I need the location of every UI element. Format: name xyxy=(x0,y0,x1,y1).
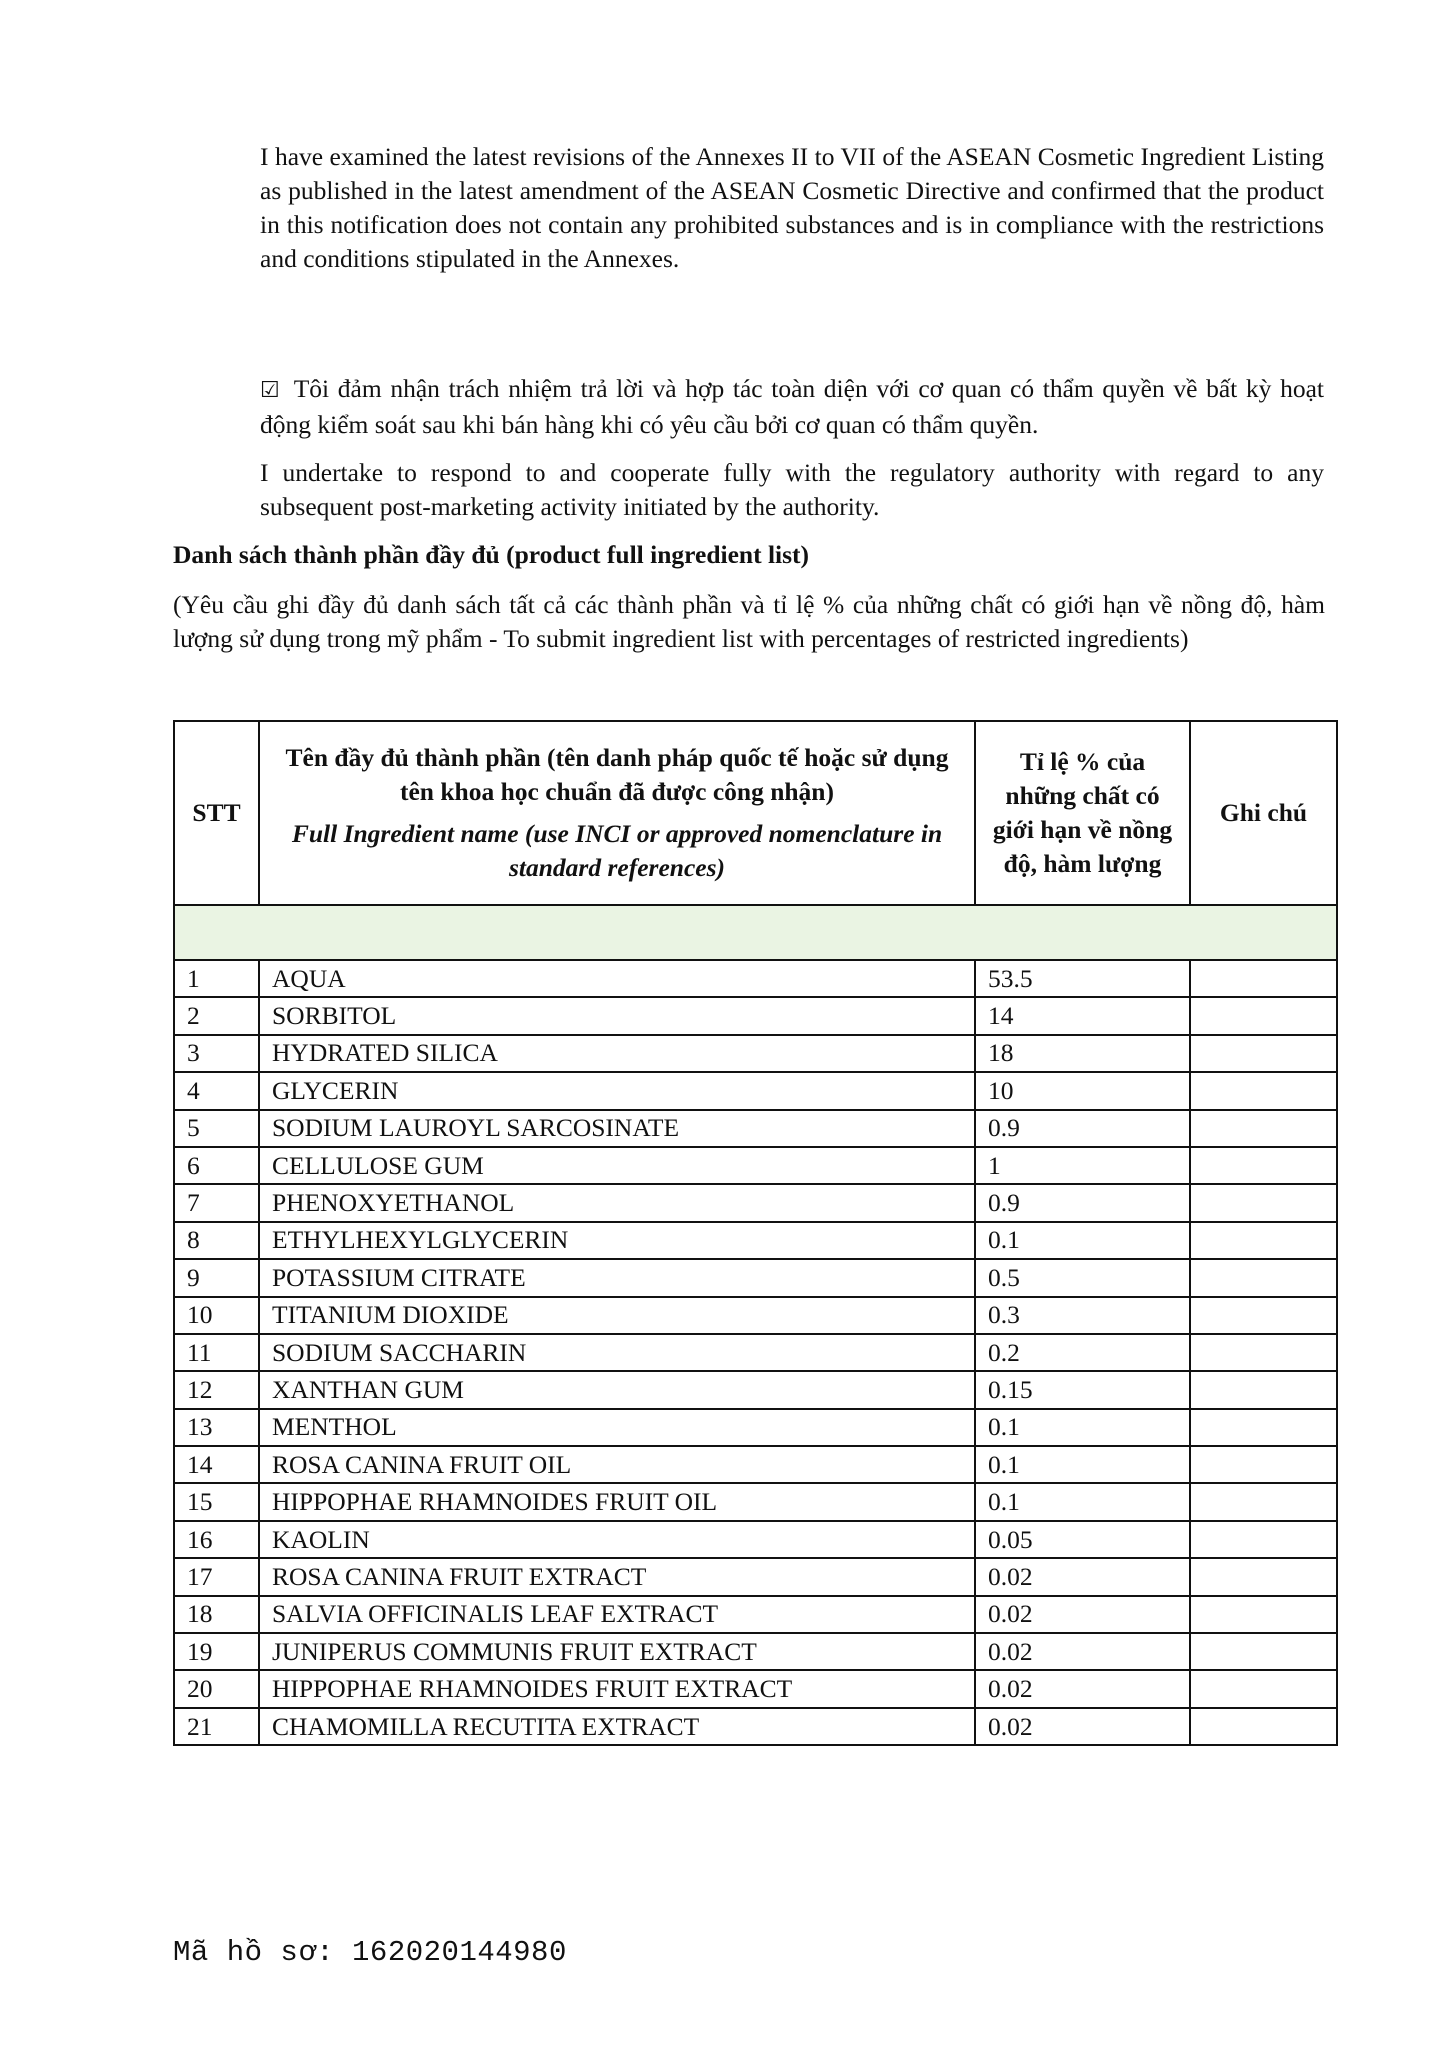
cell-note xyxy=(1190,1483,1337,1520)
cell-percent: 1 xyxy=(975,1147,1190,1184)
cell-stt: 7 xyxy=(174,1184,259,1221)
cell-note xyxy=(1190,1297,1337,1334)
cell-percent: 0.9 xyxy=(975,1184,1190,1221)
table-row xyxy=(174,1334,1337,1371)
cell-percent: 0.02 xyxy=(975,1633,1190,1670)
table-row xyxy=(174,1371,1337,1408)
table-row xyxy=(174,997,1337,1034)
table-row xyxy=(174,1147,1337,1184)
table-row xyxy=(174,1259,1337,1296)
cell-ingredient-name: AQUA xyxy=(259,960,975,997)
table-row xyxy=(174,1222,1337,1259)
cell-percent: 0.1 xyxy=(975,1409,1190,1446)
header-name-en: Full Ingredient name (use INCI or approved nomenclature in standard references) xyxy=(291,819,943,882)
cell-percent: 0.2 xyxy=(975,1334,1190,1371)
cell-ingredient-name: ETHYLHEXYLGLYCERIN xyxy=(259,1222,975,1259)
table-row xyxy=(174,1558,1337,1595)
cell-stt: 15 xyxy=(174,1483,259,1520)
cell-ingredient-name: TITANIUM DIOXIDE xyxy=(259,1297,975,1334)
cell-ingredient-name: CELLULOSE GUM xyxy=(259,1147,975,1184)
cell-note xyxy=(1190,1446,1337,1483)
table-row xyxy=(174,1110,1337,1147)
cell-percent: 0.1 xyxy=(975,1222,1190,1259)
cell-stt: 17 xyxy=(174,1558,259,1595)
cell-ingredient-name: KAOLIN xyxy=(259,1521,975,1558)
cell-ingredient-name: MENTHOL xyxy=(259,1409,975,1446)
declaration-paragraph-en: I have examined the latest revisions of the Annexes II to VII of the ASEAN Cosmetic Ingredient Listing as published in the latest amendment of the ASEAN Cosmetic Directive and confirmed that the product in this notification does not contain any prohibited substances and is in compliance with the restrictions and conditions stipulated in the Annexes. xyxy=(260,142,1324,273)
cell-ingredient-name: HYDRATED SILICA xyxy=(259,1035,975,1072)
cell-stt: 14 xyxy=(174,1446,259,1483)
ingredient-list-note: (Yêu cầu ghi đầy đủ danh sách tất cả các thành phần và tỉ lệ % của những chất có giới hạn về nồng độ, hàm lượng sử dụng trong mỹ phẩm - To submit ingredient list with percentages of restricted ingredients) xyxy=(173,590,1325,653)
cell-stt: 11 xyxy=(174,1334,259,1371)
cell-percent: 0.5 xyxy=(975,1259,1190,1296)
cell-percent: 10 xyxy=(975,1072,1190,1109)
cell-percent: 0.3 xyxy=(975,1297,1190,1334)
cell-percent: 18 xyxy=(975,1035,1190,1072)
table-row xyxy=(174,1483,1337,1520)
cell-stt: 21 xyxy=(174,1708,259,1745)
cell-ingredient-name: CHAMOMILLA RECUTITA EXTRACT xyxy=(259,1708,975,1745)
cell-ingredient-name: GLYCERIN xyxy=(259,1072,975,1109)
cell-percent: 0.05 xyxy=(975,1521,1190,1558)
cell-note xyxy=(1190,960,1337,997)
cell-ingredient-name: ROSA CANINA FRUIT EXTRACT xyxy=(259,1558,975,1595)
cell-ingredient-name: JUNIPERUS COMMUNIS FRUIT EXTRACT xyxy=(259,1633,975,1670)
cell-ingredient-name: XANTHAN GUM xyxy=(259,1371,975,1408)
cell-note xyxy=(1190,1222,1337,1259)
cell-note xyxy=(1190,1521,1337,1558)
cell-note xyxy=(1190,1670,1337,1707)
responsibility-paragraph-en: I undertake to respond to and cooperate fully with the regulatory authority with regard to any subsequent post-marketing activity initiated by the authority. xyxy=(260,458,1324,521)
header-name-vi: Tên đầy đủ thành phần (tên danh pháp quốc tế hoặc sử dụng tên khoa học chuẩn đã được công nhận) xyxy=(285,743,949,806)
cell-stt: 10 xyxy=(174,1297,259,1334)
table-band-cell xyxy=(174,905,1337,960)
table-row xyxy=(174,1670,1337,1707)
checked-checkbox-icon[interactable]: ☑ xyxy=(260,378,280,403)
responsibility-text-vi: Tôi đảm nhận trách nhiệm trả lời và hợp tác toàn diện với cơ quan có thẩm quyền về bất kỳ hoạt động kiểm soát sau khi bán hàng khi có yêu cầu bởi cơ quan có thẩm quyền. xyxy=(260,374,1324,439)
cell-note xyxy=(1190,997,1337,1034)
cell-note xyxy=(1190,1371,1337,1408)
cell-percent: 0.02 xyxy=(975,1670,1190,1707)
cell-ingredient-name: HIPPOPHAE RHAMNOIDES FRUIT OIL xyxy=(259,1483,975,1520)
cell-stt: 12 xyxy=(174,1371,259,1408)
cell-ingredient-name: SODIUM LAUROYL SARCOSINATE xyxy=(259,1110,975,1147)
cell-percent: 0.02 xyxy=(975,1596,1190,1633)
responsibility-paragraph-vi xyxy=(260,372,1324,442)
cell-stt: 6 xyxy=(174,1147,259,1184)
table-row xyxy=(174,1297,1337,1334)
cell-stt: 8 xyxy=(174,1222,259,1259)
cell-percent: 0.02 xyxy=(975,1708,1190,1745)
table-row xyxy=(174,1633,1337,1670)
cell-note xyxy=(1190,1110,1337,1147)
table-row xyxy=(174,1072,1337,1109)
cell-percent: 0.15 xyxy=(975,1371,1190,1408)
ingredient-list-heading: Danh sách thành phần đầy đủ (product full ingredient list) xyxy=(173,540,810,569)
table-row xyxy=(174,1596,1337,1633)
table-row xyxy=(174,1184,1337,1221)
cell-note xyxy=(1190,1334,1337,1371)
cell-ingredient-name: PHENOXYETHANOL xyxy=(259,1184,975,1221)
cell-stt: 9 xyxy=(174,1259,259,1296)
header-ingredient-name xyxy=(259,721,975,905)
cell-stt: 4 xyxy=(174,1072,259,1109)
cell-stt: 3 xyxy=(174,1035,259,1072)
cell-note xyxy=(1190,1072,1337,1109)
header-stt: STT xyxy=(174,721,259,905)
cell-percent: 53.5 xyxy=(975,960,1190,997)
cell-note xyxy=(1190,1708,1337,1745)
cell-note xyxy=(1190,1558,1337,1595)
cell-ingredient-name: SALVIA OFFICINALIS LEAF EXTRACT xyxy=(259,1596,975,1633)
cell-ingredient-name: ROSA CANINA FRUIT OIL xyxy=(259,1446,975,1483)
cell-stt: 5 xyxy=(174,1110,259,1147)
header-note: Ghi chú xyxy=(1190,721,1337,905)
table-header-row xyxy=(174,721,1337,905)
dossier-number: Mã hồ sơ: 162020144980 xyxy=(173,1936,567,1969)
table-row xyxy=(174,960,1337,997)
cell-stt: 1 xyxy=(174,960,259,997)
cell-percent: 14 xyxy=(975,997,1190,1034)
cell-percent: 0.1 xyxy=(975,1446,1190,1483)
cell-note xyxy=(1190,1596,1337,1633)
cell-stt: 2 xyxy=(174,997,259,1034)
table-row xyxy=(174,1521,1337,1558)
cell-percent: 0.1 xyxy=(975,1483,1190,1520)
cell-stt: 18 xyxy=(174,1596,259,1633)
table-band-row xyxy=(174,905,1337,960)
header-percent: Tỉ lệ % của những chất có giới hạn về nồng độ, hàm lượng xyxy=(975,721,1190,905)
cell-stt: 13 xyxy=(174,1409,259,1446)
cell-stt: 19 xyxy=(174,1633,259,1670)
cell-percent: 0.02 xyxy=(975,1558,1190,1595)
table-row xyxy=(174,1708,1337,1745)
table-row xyxy=(174,1035,1337,1072)
cell-note xyxy=(1190,1633,1337,1670)
cell-note xyxy=(1190,1147,1337,1184)
cell-stt: 20 xyxy=(174,1670,259,1707)
table-row xyxy=(174,1446,1337,1483)
cell-percent: 0.9 xyxy=(975,1110,1190,1147)
cell-note xyxy=(1190,1035,1337,1072)
cell-note xyxy=(1190,1184,1337,1221)
ingredient-table xyxy=(173,720,1338,1746)
cell-note xyxy=(1190,1259,1337,1296)
cell-ingredient-name: HIPPOPHAE RHAMNOIDES FRUIT EXTRACT xyxy=(259,1670,975,1707)
cell-ingredient-name: SORBITOL xyxy=(259,997,975,1034)
cell-note xyxy=(1190,1409,1337,1446)
table-row xyxy=(174,1409,1337,1446)
cell-stt: 16 xyxy=(174,1521,259,1558)
cell-ingredient-name: SODIUM SACCHARIN xyxy=(259,1334,975,1371)
cell-ingredient-name: POTASSIUM CITRATE xyxy=(259,1259,975,1296)
